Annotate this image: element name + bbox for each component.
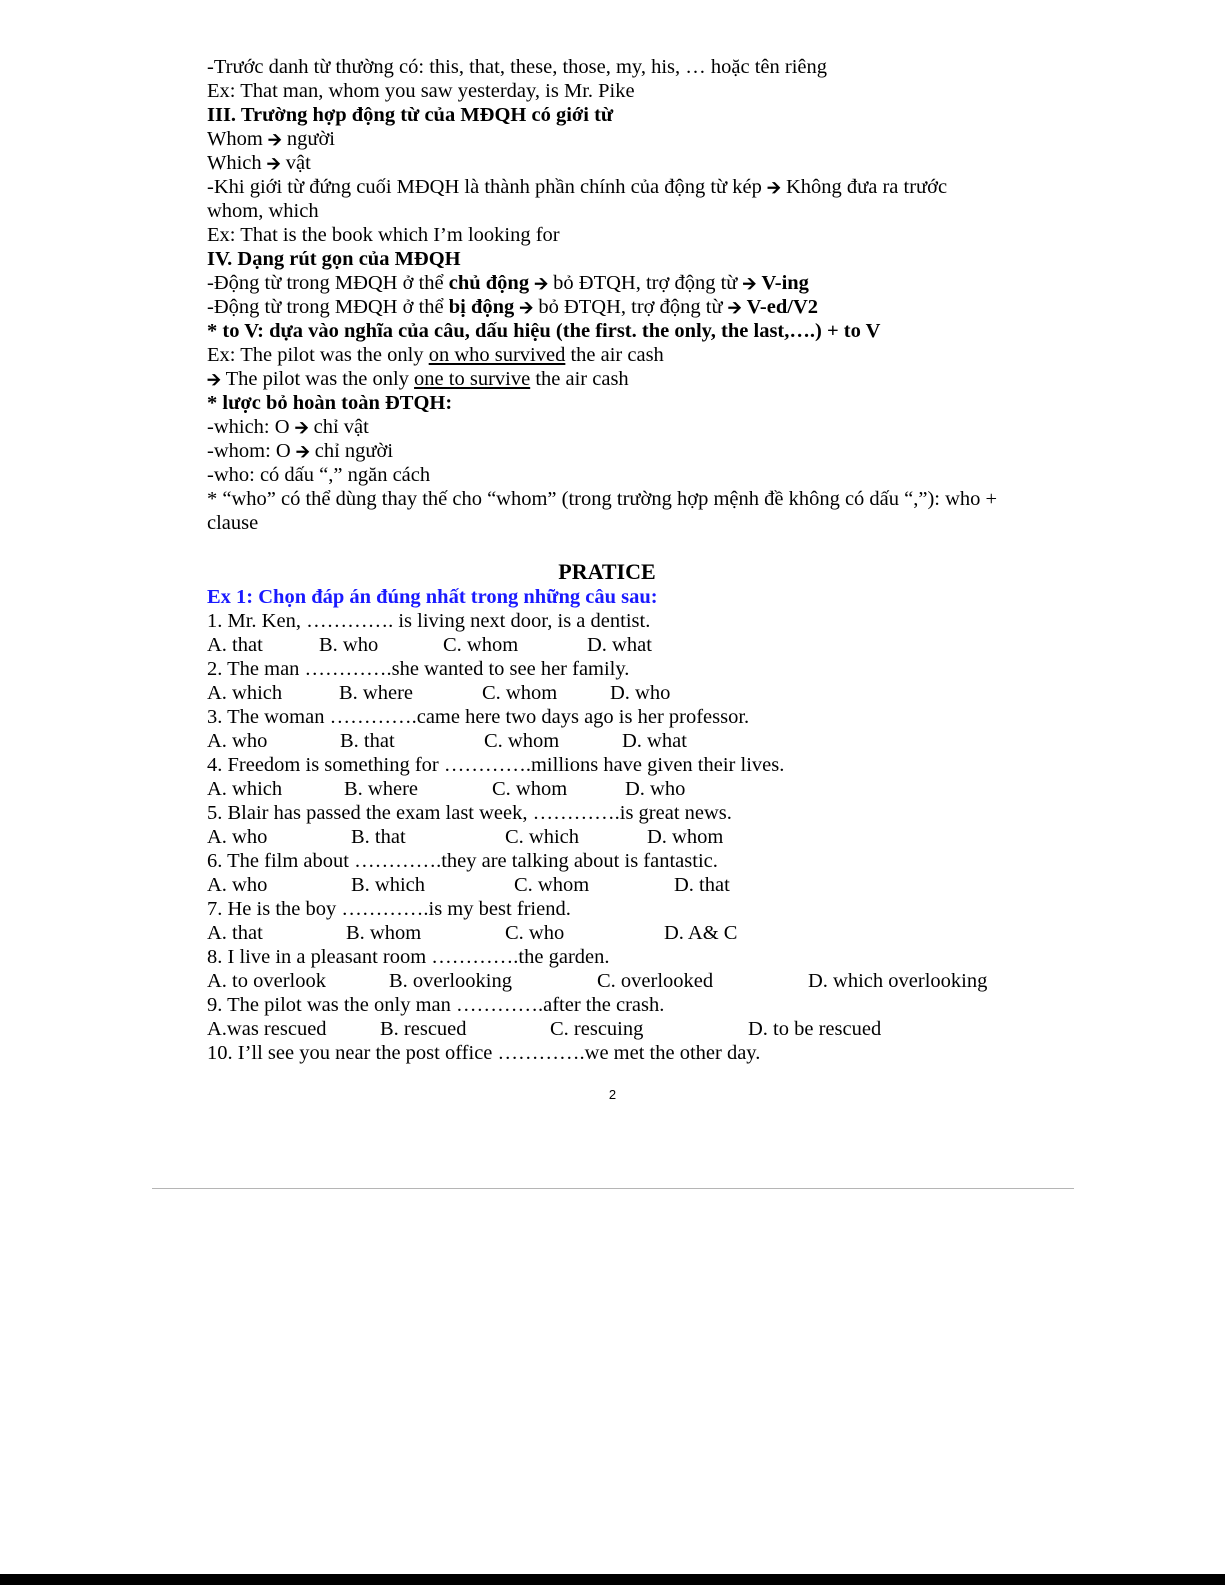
option-d: D. that xyxy=(674,874,730,896)
option-a: A. who xyxy=(207,730,268,752)
answer-options xyxy=(207,633,1027,657)
answer-options xyxy=(207,681,1027,705)
option-b: B. who xyxy=(319,634,379,656)
theory-line: -Trước danh từ thường có: this, that, these, those, my, his, … hoặc tên riêng xyxy=(207,56,828,78)
section-heading: III. Trường hợp động từ của MĐQH có giới từ xyxy=(207,104,614,126)
option-a: A. that xyxy=(207,634,263,656)
answer-options xyxy=(207,1017,1027,1041)
theory-line: Whom 🡪 người xyxy=(207,128,336,150)
theory-line: * “who” có thể dùng thay thế cho “whom” (trong trường hợp mệnh đề không có dấu “,”): who + clause xyxy=(207,488,998,534)
option-c: C. whom xyxy=(514,874,590,896)
option-a: A. who xyxy=(207,826,268,848)
option-b: B. which xyxy=(351,874,426,896)
example-line: Ex: That is the book which I’m looking for xyxy=(207,224,560,246)
section-heading: IV. Dạng rút gọn của MĐQH xyxy=(207,248,461,270)
right-arrow-icon: 🡪 xyxy=(742,274,757,294)
theory-line: Which 🡪 vật xyxy=(207,152,311,174)
exercise-heading: Ex 1: Chọn đáp án đúng nhất trong những câu sau: xyxy=(207,586,658,608)
option-c: C. whom xyxy=(482,682,558,704)
page-divider xyxy=(152,1188,1074,1189)
question-text: 9. The pilot was the only man ………….after the crash. xyxy=(207,994,665,1016)
right-arrow-icon: 🡪 xyxy=(534,274,549,294)
question-text: 6. The film about ………….they are talking about is fantastic. xyxy=(207,850,718,872)
option-d: D. who xyxy=(625,778,686,800)
theory-line: -Động từ trong MĐQH ở thể bị động 🡪 bỏ ĐTQH, trợ động từ 🡪 V-ed/V2 xyxy=(207,296,819,318)
spacer xyxy=(207,535,1027,559)
theory-rule: * to V: dựa vào nghĩa của câu, dấu hiệu (the first. the only, the last,….) + to V xyxy=(207,320,881,342)
right-arrow-icon: 🡪 xyxy=(266,154,281,174)
option-c: C. whom xyxy=(443,634,519,656)
theory-line: -which: O 🡪 chỉ vật xyxy=(207,416,369,438)
answer-options xyxy=(207,873,1027,897)
option-b: B. where xyxy=(339,682,414,704)
option-b: B. that xyxy=(340,730,395,752)
answer-options xyxy=(207,825,1027,849)
example-line: Ex: That man, whom you saw yesterday, is Mr. Pike xyxy=(207,80,635,102)
right-arrow-icon: 🡪 xyxy=(207,370,221,390)
question-text: 7. He is the boy ………….is my best friend. xyxy=(207,898,571,920)
answer-options xyxy=(207,969,1027,993)
option-a: A. that xyxy=(207,922,263,944)
option-c: C. whom xyxy=(492,778,568,800)
option-d: D. which overlooking xyxy=(808,970,988,992)
right-arrow-icon: 🡪 xyxy=(767,178,781,198)
page-number: 2 xyxy=(608,1087,617,1102)
option-d: D. A& C xyxy=(664,922,738,944)
option-d: D. who xyxy=(610,682,671,704)
example-line: Ex: The pilot was the only on who survived the air cash xyxy=(207,344,664,366)
option-b: B. overlooking xyxy=(389,970,512,992)
option-b: B. whom xyxy=(346,922,422,944)
option-a: A. to overlook xyxy=(207,970,326,992)
option-c: C. rescuing xyxy=(550,1018,644,1040)
option-c: C. whom xyxy=(484,730,560,752)
question-text: 1. Mr. Ken, …………. is living next door, is a dentist. xyxy=(207,610,651,632)
option-d: D. whom xyxy=(647,826,724,848)
answer-options xyxy=(207,729,1027,753)
theory-line: -Khi giới từ đứng cuối MĐQH là thành phần chính của động từ kép 🡪 Không đưa ra trước xyxy=(207,176,948,198)
option-b: B. where xyxy=(344,778,419,800)
theory-line: -who: có dấu “,” ngăn cách xyxy=(207,464,431,486)
option-b: B. that xyxy=(351,826,406,848)
answer-options xyxy=(207,777,1027,801)
answer-options xyxy=(207,921,1027,945)
page-content xyxy=(207,55,1027,1065)
theory-line: -Động từ trong MĐQH ở thể chủ động 🡪 bỏ ĐTQH, trợ động từ 🡪 V-ing xyxy=(207,272,809,294)
option-a: A. who xyxy=(207,874,268,896)
theory-line: -whom: O 🡪 chỉ người xyxy=(207,440,394,462)
question-text: 8. I live in a pleasant room ………….the garden. xyxy=(207,946,610,968)
theory-line: whom, which xyxy=(207,200,319,222)
option-c: C. overlooked xyxy=(597,970,714,992)
option-d: D. what xyxy=(622,730,687,752)
option-b: B. rescued xyxy=(380,1018,467,1040)
question-text: 5. Blair has passed the exam last week, ………….is great news. xyxy=(207,802,732,824)
question-text: 10. I’ll see you near the post office ………….we met the other day. xyxy=(207,1042,761,1064)
option-c: C. who xyxy=(505,922,565,944)
right-arrow-icon: 🡪 xyxy=(727,298,742,318)
example-line: 🡪 The pilot was the only one to survive the air cash xyxy=(207,368,629,390)
right-arrow-icon: 🡪 xyxy=(267,130,282,150)
option-c: C. which xyxy=(505,826,580,848)
question-text: 4. Freedom is something for ………….millions have given their lives. xyxy=(207,754,785,776)
option-a: A. which xyxy=(207,682,283,704)
option-d: D. to be rescued xyxy=(748,1018,882,1040)
question-text: 2. The man ………….she wanted to see her family. xyxy=(207,658,630,680)
bottom-edge-bar xyxy=(0,1574,1225,1585)
option-d: D. what xyxy=(587,634,652,656)
question-text: 3. The woman ………….came here two days ago is her professor. xyxy=(207,706,750,728)
right-arrow-icon: 🡪 xyxy=(295,442,310,462)
right-arrow-icon: 🡪 xyxy=(519,298,534,318)
practice-title: PRATICE xyxy=(558,559,656,584)
theory-rule: * lược bỏ hoàn toàn ĐTQH: xyxy=(207,392,453,414)
option-a: A. which xyxy=(207,778,283,800)
right-arrow-icon: 🡪 xyxy=(294,418,309,438)
option-a: A.was rescued xyxy=(207,1018,327,1040)
